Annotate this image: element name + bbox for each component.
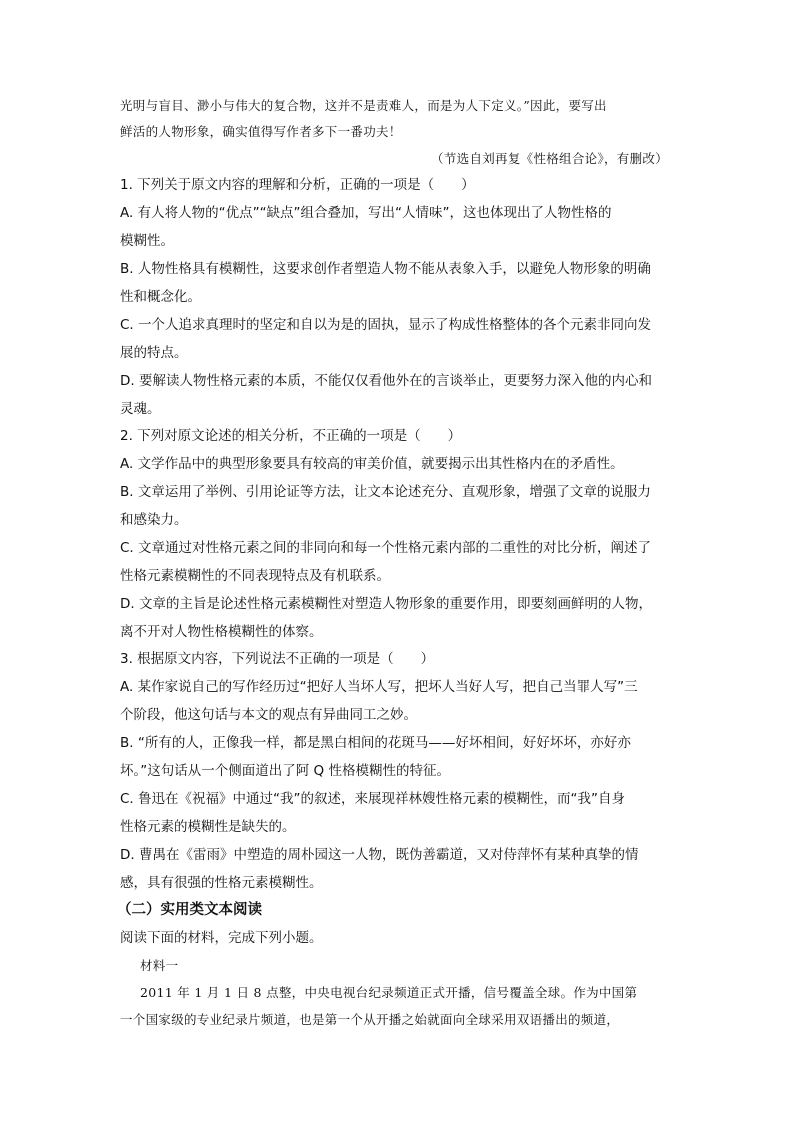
option-2b-line2: 和感染力。: [120, 512, 188, 528]
option-1c-line1: C. 一个人追求真理时的坚定和自以为是的固执，显示了构成性格整体的各个元素非同向发: [120, 317, 652, 333]
option-3c-line1: C. 鲁迅在《祝福》中通过“我”的叙述，来展现祥林嫂性格元素的模糊性，而“我”自身: [120, 791, 625, 807]
option-2b-line1: B. 文章运用了举例、引用论证等方法，让文本论述充分、直观形象，增强了文章的说服力: [120, 484, 651, 500]
question-stem-2: 2. 下列对原文论述的相关分析，不正确的一项是（ ）: [120, 428, 462, 444]
option-2d-line1: D. 文章的主旨是论述性格元素模糊性对塑造人物形象的重要作用，即要刻画鲜明的人物，: [120, 596, 652, 612]
option-3a-line2: 个阶段，他这句话与本文的观点有异曲同工之妙。: [120, 707, 417, 723]
option-1a-line2: 模糊性。: [120, 233, 174, 249]
source-citation: （节选自刘再复《性格组合论》，有删改）: [431, 151, 668, 166]
option-3b-line2: 坏。”这句话从一个侧面道出了阿 Q 性格模糊性的特征。: [120, 763, 450, 779]
option-1b-line2: 性和概念化。: [120, 289, 201, 305]
material-line: 2011 年 1 月 1 日 8 点整，中央电视台纪录频道正式开播，信号覆盖全球。作为中国第: [140, 985, 638, 1000]
question-stem-1: 1. 下列关于原文内容的理解和分析，正确的一项是（ ）: [120, 177, 475, 193]
option-1a-line1: A. 有人将人物的“优点”“缺点”组合叠加，写出“人情味”，这也体现出了人物性格的: [120, 205, 612, 221]
material-label: 材料一: [140, 958, 179, 973]
option-3c-line2: 性格元素的模糊性是缺失的。: [120, 819, 296, 835]
option-3d-line1: D. 曹禺在《雷雨》中塑造的周朴园这一人物，既伪善霸道，又对侍萍怀有某种真挚的情: [120, 847, 639, 863]
option-3a-line1: A. 某作家说自己的写作经历过“把好人当坏人写，把坏人当好人写，把自己当罪人写”三: [120, 679, 638, 695]
option-1d-line1: D. 要解读人物性格元素的本质，不能仅仅看他外在的言谈举止，更要努力深入他的内心和: [120, 373, 652, 389]
question-stem-3: 3. 根据原文内容，下列说法不正确的一项是（ ）: [120, 651, 435, 667]
option-2d-line2: 离不开对人物性格模糊性的体察。: [120, 624, 323, 640]
option-1c-line2: 展的特点。: [120, 345, 188, 361]
option-3b-line1: B. “所有的人，正像我一样，都是黑白相间的花斑马——好坏相间，好好坏坏，亦好亦: [120, 735, 631, 751]
section-heading: （二）实用类文本阅读: [117, 902, 262, 918]
option-1d-line2: 灵魂。: [120, 401, 161, 417]
option-2c-line1: C. 文章通过对性格元素之间的非同向和每一个性格元素内部的二重性的对比分析，阐述了: [120, 540, 652, 556]
option-3d-line2: 感，具有很强的性格元素模糊性。: [120, 875, 323, 891]
option-2a-line1: A. 文学作品中的典型形象要具有较高的审美价值，就要揭示出其性格内在的矛盾性。: [120, 456, 624, 472]
passage-line: 鲜活的人物形象，确实值得写作者多下一番功夫！: [120, 124, 402, 139]
option-1b-line1: B. 人物性格具有模糊性，这要求创作者塑造人物不能从表象入手，以避免人物形象的明确: [120, 261, 651, 277]
section-instruction: 阅读下面的材料，完成下列小题。: [120, 930, 323, 946]
passage-line: 光明与盲目、渺小与伟大的复合物，这并不是责难人，而是为人下定义。”因此，要写出: [120, 98, 607, 113]
option-2c-line2: 性格元素模糊性的不同表现特点及有机联系。: [120, 568, 390, 584]
material-line: 一个国家级的专业纪录片频道，也是第一个从开播之始就面向全球采用双语播出的频道，: [120, 1012, 620, 1027]
